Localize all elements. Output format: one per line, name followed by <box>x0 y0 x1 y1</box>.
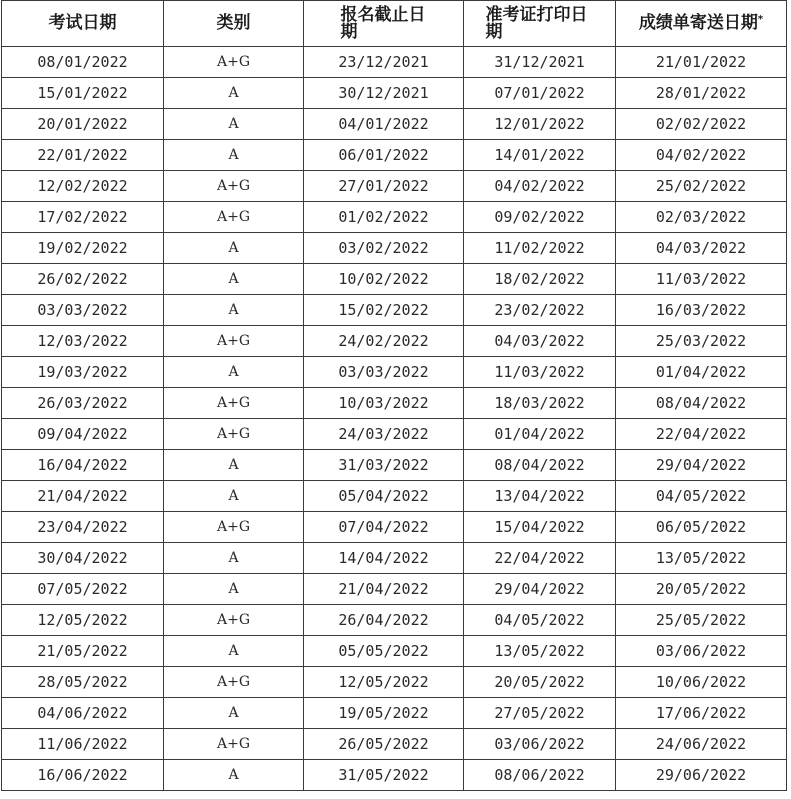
category-cell: A <box>164 109 304 140</box>
category-cell: A <box>164 760 304 791</box>
registration-deadline-cell: 23/12/2021 <box>304 47 464 78</box>
admission-print-cell: 18/03/2022 <box>464 388 616 419</box>
score-mail-cell: 04/03/2022 <box>616 233 787 264</box>
table-row <box>2 729 787 760</box>
table-row <box>2 202 787 233</box>
registration-deadline-cell: 31/03/2022 <box>304 450 464 481</box>
exam-date-cell: 26/03/2022 <box>2 388 164 419</box>
table-row <box>2 512 787 543</box>
score-mail-cell: 11/03/2022 <box>616 264 787 295</box>
registration-deadline-cell: 04/01/2022 <box>304 109 464 140</box>
table-row <box>2 760 787 791</box>
exam-date-cell: 22/01/2022 <box>2 140 164 171</box>
registration-deadline-cell: 12/05/2022 <box>304 667 464 698</box>
exam-date-cell: 17/02/2022 <box>2 202 164 233</box>
registration-deadline-cell: 07/04/2022 <box>304 512 464 543</box>
registration-deadline-cell: 03/03/2022 <box>304 357 464 388</box>
header-exam-date: 考试日期 <box>2 1 164 47</box>
admission-print-cell: 04/05/2022 <box>464 605 616 636</box>
category-cell: A <box>164 543 304 574</box>
category-cell: A <box>164 295 304 326</box>
admission-print-cell: 20/05/2022 <box>464 667 616 698</box>
category-cell: A+G <box>164 47 304 78</box>
exam-date-cell: 04/06/2022 <box>2 698 164 729</box>
exam-date-cell: 28/05/2022 <box>2 667 164 698</box>
table-row <box>2 667 787 698</box>
registration-deadline-cell: 14/04/2022 <box>304 543 464 574</box>
category-cell: A+G <box>164 605 304 636</box>
exam-date-cell: 19/03/2022 <box>2 357 164 388</box>
registration-deadline-cell: 15/02/2022 <box>304 295 464 326</box>
exam-date-cell: 03/03/2022 <box>2 295 164 326</box>
admission-print-cell: 22/04/2022 <box>464 543 616 574</box>
table-row <box>2 419 787 450</box>
category-cell: A <box>164 140 304 171</box>
table-row <box>2 295 787 326</box>
table-row <box>2 326 787 357</box>
exam-date-cell: 12/05/2022 <box>2 605 164 636</box>
score-mail-cell: 25/03/2022 <box>616 326 787 357</box>
admission-print-cell: 13/04/2022 <box>464 481 616 512</box>
admission-print-cell: 03/06/2022 <box>464 729 616 760</box>
score-mail-cell: 01/04/2022 <box>616 357 787 388</box>
score-mail-cell: 17/06/2022 <box>616 698 787 729</box>
table-row <box>2 450 787 481</box>
category-cell: A <box>164 233 304 264</box>
registration-deadline-cell: 26/05/2022 <box>304 729 464 760</box>
table-row <box>2 543 787 574</box>
score-mail-cell: 22/04/2022 <box>616 419 787 450</box>
registration-deadline-cell: 03/02/2022 <box>304 233 464 264</box>
registration-deadline-cell: 24/03/2022 <box>304 419 464 450</box>
admission-print-cell: 11/03/2022 <box>464 357 616 388</box>
score-mail-cell: 04/02/2022 <box>616 140 787 171</box>
table-row <box>2 233 787 264</box>
exam-date-cell: 16/06/2022 <box>2 760 164 791</box>
score-mail-cell: 08/04/2022 <box>616 388 787 419</box>
exam-date-cell: 30/04/2022 <box>2 543 164 574</box>
score-mail-cell: 06/05/2022 <box>616 512 787 543</box>
score-mail-cell: 20/05/2022 <box>616 574 787 605</box>
category-cell: A+G <box>164 326 304 357</box>
exam-date-cell: 12/03/2022 <box>2 326 164 357</box>
score-mail-cell: 03/06/2022 <box>616 636 787 667</box>
admission-print-cell: 01/04/2022 <box>464 419 616 450</box>
schedule-rows <box>2 47 787 791</box>
score-mail-cell: 21/01/2022 <box>616 47 787 78</box>
header-admission-print-date <box>464 1 616 47</box>
admission-print-cell: 12/01/2022 <box>464 109 616 140</box>
admission-print-cell: 15/04/2022 <box>464 512 616 543</box>
exam-schedule-table <box>1 0 787 791</box>
header-score-mail-label: 成绩单寄送日期 <box>638 13 758 33</box>
admission-print-cell: 31/12/2021 <box>464 47 616 78</box>
registration-deadline-cell: 27/01/2022 <box>304 171 464 202</box>
category-cell: A+G <box>164 667 304 698</box>
header-score-mail-date <box>616 1 787 47</box>
admission-print-cell: 11/02/2022 <box>464 233 616 264</box>
header-category: 类别 <box>164 1 304 47</box>
exam-date-cell: 21/04/2022 <box>2 481 164 512</box>
registration-deadline-cell: 19/05/2022 <box>304 698 464 729</box>
category-cell: A+G <box>164 512 304 543</box>
category-cell: A+G <box>164 729 304 760</box>
registration-deadline-cell: 24/02/2022 <box>304 326 464 357</box>
admission-print-cell: 27/05/2022 <box>464 698 616 729</box>
exam-date-cell: 23/04/2022 <box>2 512 164 543</box>
score-mail-cell: 10/06/2022 <box>616 667 787 698</box>
registration-deadline-cell: 10/02/2022 <box>304 264 464 295</box>
table-row <box>2 574 787 605</box>
table-row <box>2 264 787 295</box>
exam-date-cell: 20/01/2022 <box>2 109 164 140</box>
table-row <box>2 109 787 140</box>
exam-date-cell: 16/04/2022 <box>2 450 164 481</box>
admission-print-cell: 07/01/2022 <box>464 78 616 109</box>
registration-deadline-cell: 01/02/2022 <box>304 202 464 233</box>
category-cell: A+G <box>164 419 304 450</box>
exam-date-cell: 19/02/2022 <box>2 233 164 264</box>
exam-date-cell: 09/04/2022 <box>2 419 164 450</box>
admission-print-cell: 08/06/2022 <box>464 760 616 791</box>
category-cell: A <box>164 450 304 481</box>
category-cell: A <box>164 481 304 512</box>
score-mail-cell: 13/05/2022 <box>616 543 787 574</box>
exam-date-cell: 12/02/2022 <box>2 171 164 202</box>
table-row <box>2 171 787 202</box>
admission-print-cell: 04/02/2022 <box>464 171 616 202</box>
registration-deadline-cell: 21/04/2022 <box>304 574 464 605</box>
category-cell: A+G <box>164 202 304 233</box>
header-registration-deadline-label: 报名截止日期 <box>340 4 426 42</box>
score-mail-cell: 16/03/2022 <box>616 295 787 326</box>
header-admission-print-label: 准考证打印日期 <box>485 4 588 42</box>
exam-date-cell: 21/05/2022 <box>2 636 164 667</box>
score-mail-cell: 29/06/2022 <box>616 760 787 791</box>
category-cell: A <box>164 574 304 605</box>
registration-deadline-cell: 30/12/2021 <box>304 78 464 109</box>
admission-print-cell: 13/05/2022 <box>464 636 616 667</box>
category-cell: A <box>164 264 304 295</box>
table-row <box>2 605 787 636</box>
exam-date-cell: 11/06/2022 <box>2 729 164 760</box>
registration-deadline-cell: 05/05/2022 <box>304 636 464 667</box>
table-row <box>2 388 787 419</box>
score-mail-cell: 02/02/2022 <box>616 109 787 140</box>
exam-date-cell: 26/02/2022 <box>2 264 164 295</box>
admission-print-cell: 08/04/2022 <box>464 450 616 481</box>
registration-deadline-cell: 06/01/2022 <box>304 140 464 171</box>
admission-print-cell: 18/02/2022 <box>464 264 616 295</box>
table-row <box>2 636 787 667</box>
category-cell: A <box>164 636 304 667</box>
category-cell: A <box>164 698 304 729</box>
table-row <box>2 78 787 109</box>
table-row <box>2 140 787 171</box>
table-row <box>2 357 787 388</box>
score-mail-cell: 24/06/2022 <box>616 729 787 760</box>
category-cell: A+G <box>164 388 304 419</box>
exam-date-cell: 08/01/2022 <box>2 47 164 78</box>
exam-schedule-sheet <box>1 0 786 791</box>
table-row <box>2 47 787 78</box>
score-mail-cell: 28/01/2022 <box>616 78 787 109</box>
category-cell: A <box>164 357 304 388</box>
exam-date-cell: 15/01/2022 <box>2 78 164 109</box>
admission-print-cell: 09/02/2022 <box>464 202 616 233</box>
header-row <box>2 1 787 47</box>
admission-print-cell: 29/04/2022 <box>464 574 616 605</box>
category-cell: A+G <box>164 171 304 202</box>
admission-print-cell: 14/01/2022 <box>464 140 616 171</box>
score-mail-cell: 04/05/2022 <box>616 481 787 512</box>
score-mail-cell: 02/03/2022 <box>616 202 787 233</box>
header-registration-deadline <box>304 1 464 47</box>
category-cell: A <box>164 78 304 109</box>
table-row <box>2 698 787 729</box>
table-row <box>2 481 787 512</box>
registration-deadline-cell: 10/03/2022 <box>304 388 464 419</box>
registration-deadline-cell: 26/04/2022 <box>304 605 464 636</box>
score-mail-cell: 25/05/2022 <box>616 605 787 636</box>
registration-deadline-cell: 31/05/2022 <box>304 760 464 791</box>
score-mail-cell: 25/02/2022 <box>616 171 787 202</box>
admission-print-cell: 04/03/2022 <box>464 326 616 357</box>
exam-date-cell: 07/05/2022 <box>2 574 164 605</box>
score-mail-cell: 29/04/2022 <box>616 450 787 481</box>
admission-print-cell: 23/02/2022 <box>464 295 616 326</box>
registration-deadline-cell: 05/04/2022 <box>304 481 464 512</box>
footnote-asterisk: * <box>757 14 764 25</box>
